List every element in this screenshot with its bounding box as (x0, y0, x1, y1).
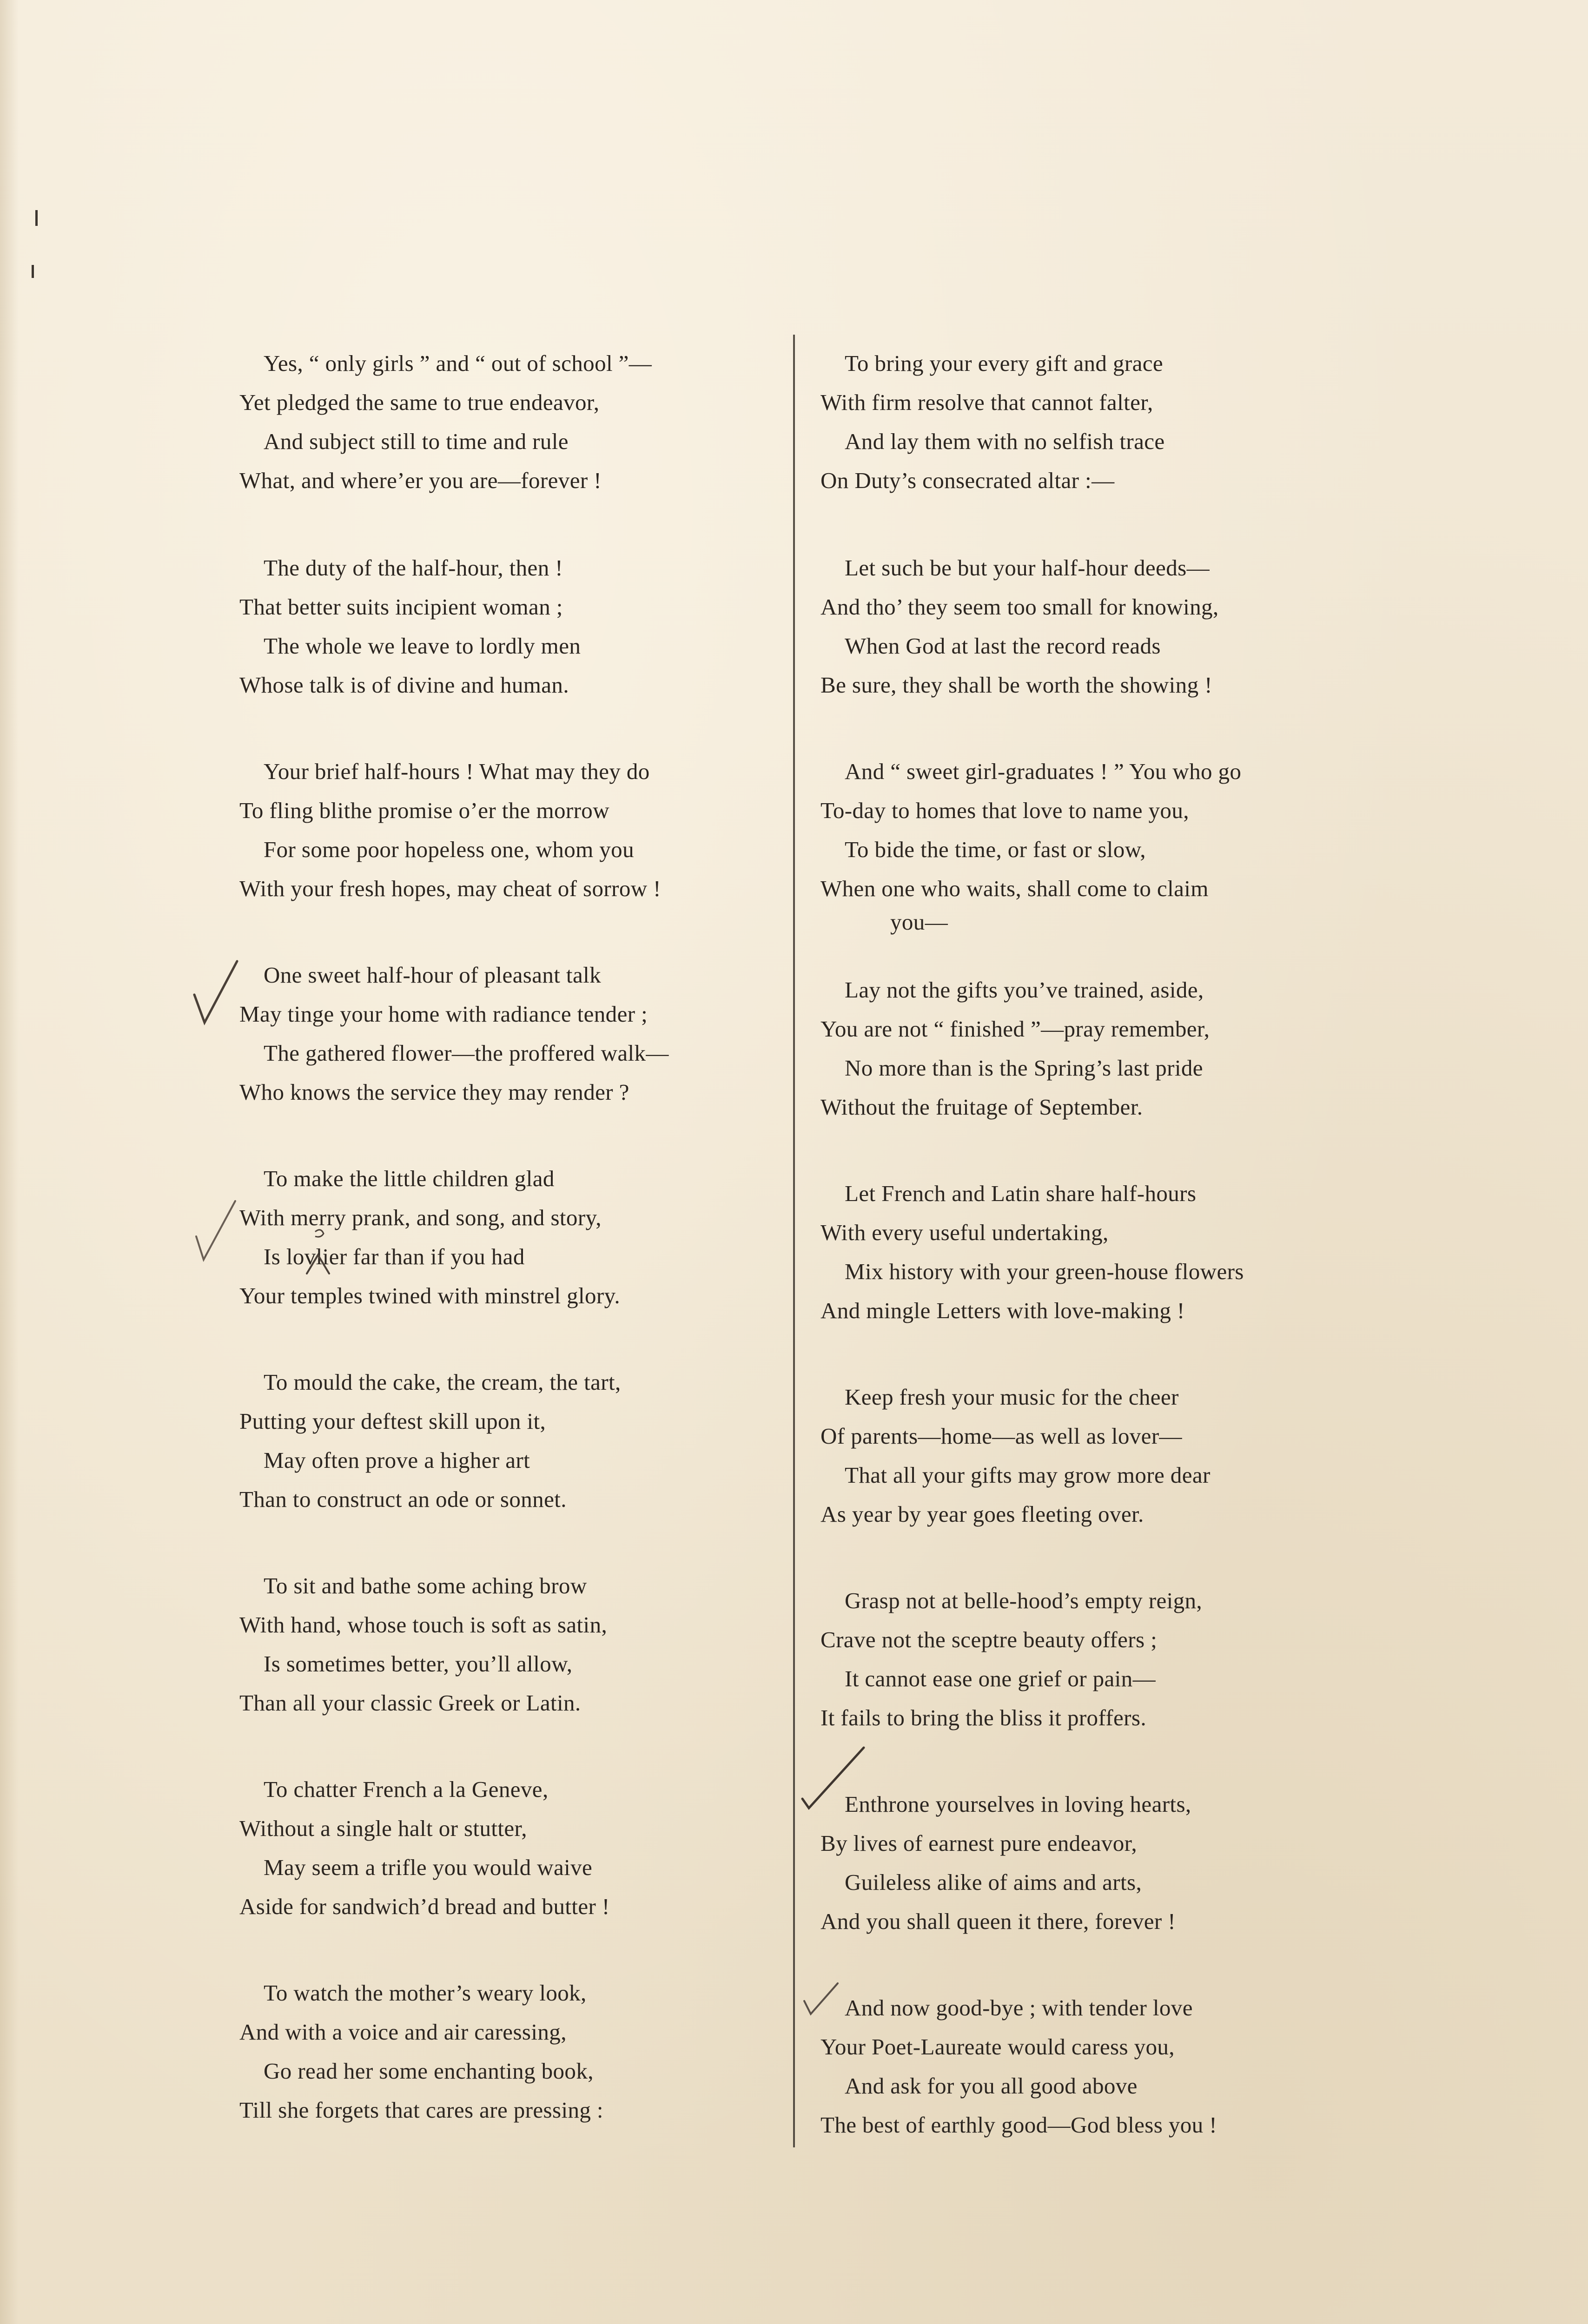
verse-line: Go read her some enchanting book, (264, 2058, 594, 2084)
verse-line: May often prove a higher art (264, 1447, 530, 1473)
verse-line: Your temples twined with minstrel glory. (239, 1283, 621, 1308)
verse-line: That all your gifts may grow more dear (845, 1462, 1211, 1488)
verse-line: With your fresh hopes, may cheat of sorrow ! (239, 876, 661, 901)
verse-line: Of parents—home—as well as lover— (820, 1423, 1182, 1449)
margin-mark (32, 265, 34, 278)
verse-line: To-day to homes that love to name you, (820, 798, 1189, 823)
verse-line: Than all your classic Greek or Latin. (239, 1690, 581, 1716)
stanza (820, 1581, 1378, 1785)
check-mark-icon (801, 1978, 842, 2020)
stanza (239, 548, 797, 752)
verse-line: As year by year goes fleeting over. (820, 1501, 1144, 1527)
check-mark-icon (799, 1743, 868, 1813)
verse-line: Yes, “ only girls ” and “ out of school ”— (264, 350, 652, 376)
verse-line: Crave not the sceptre beauty offers ; (820, 1627, 1158, 1652)
verse-line: And now good-bye ; with tender love (845, 1995, 1193, 2020)
stanza (239, 344, 797, 548)
stanza (820, 344, 1378, 548)
stanza (239, 1363, 797, 1566)
verse-line: Without the fruitage of September. (820, 1094, 1143, 1120)
verse-line: With hand, whose touch is soft as satin, (239, 1612, 608, 1637)
verse-line: The best of earthly good—God bless you ! (820, 2112, 1217, 2138)
verse-line: And you shall queen it there, forever ! (820, 1908, 1176, 1934)
stanza (820, 971, 1378, 1174)
verse-line: It fails to bring the bliss it proffers. (820, 1705, 1146, 1730)
verse-line: With merry prank, and song, and story, (239, 1205, 602, 1230)
verse-line: For some poor hopeless one, whom you (264, 837, 634, 862)
poem-right-column (820, 344, 1378, 2192)
margin-mark (35, 210, 38, 226)
stanza (820, 548, 1378, 752)
verse-line: The whole we leave to lordly men (264, 633, 581, 659)
verse-line: May tinge your home with radiance tender ; (239, 1001, 648, 1027)
verse-line: Let French and Latin share half-hours (845, 1181, 1197, 1206)
verse-line: Who knows the service they may render ? (239, 1079, 629, 1105)
verse-line: The duty of the half-hour, then ! (264, 555, 563, 581)
verse-line: Guileless alike of aims and arts, (845, 1869, 1142, 1895)
verse-line: Enthrone yourselves in loving hearts, (845, 1791, 1191, 1817)
verse-line: Be sure, they shall be worth the showing ! (820, 672, 1212, 698)
stanza (239, 956, 797, 1159)
verse-line: And lay them with no selfish trace (845, 429, 1165, 454)
verse-line: To mould the cake, the cream, the tart, (264, 1369, 621, 1395)
verse-line: And mingle Letters with love-making ! (820, 1298, 1185, 1323)
verse-line: Yet pledged the same to true endeavor, (239, 390, 600, 415)
verse-line: That better suits incipient woman ; (239, 594, 563, 620)
verse-line: Putting your deftest skill upon it, (239, 1408, 546, 1434)
verse-line: May seem a trifle you would waive (264, 1855, 593, 1880)
verse-line: On Duty’s consecrated altar :— (820, 468, 1115, 493)
verse-line: What, and where’er you are—forever ! (239, 468, 602, 493)
verse-line: Is lovlier far than if you had (264, 1244, 525, 1269)
stanza (820, 1988, 1378, 2192)
column-divider (793, 335, 795, 2147)
verse-line: Than to construct an ode or sonnet. (239, 1486, 567, 1512)
stanza (820, 752, 1378, 971)
verse-line: Lay not the gifts you’ve trained, aside, (845, 977, 1204, 1003)
verse-line: To chatter French a la Geneve, (264, 1776, 549, 1802)
verse-line: Keep fresh your music for the cheer (845, 1384, 1179, 1410)
verse-line: Mix history with your green-house flowers (845, 1259, 1244, 1284)
verse-line: you— (890, 909, 948, 935)
verse-line: The gathered flower—the proffered walk— (264, 1040, 669, 1066)
check-mark-icon (191, 1195, 242, 1264)
verse-line: When God at last the record reads (845, 633, 1161, 659)
stanza (820, 1378, 1378, 1581)
verse-line: And tho’ they seem too small for knowing, (820, 594, 1219, 620)
verse-line: And with a voice and air caressing, (239, 2019, 567, 2045)
verse-line: To bring your every gift and grace (845, 350, 1164, 376)
verse-line: No more than is the Spring’s last pride (845, 1055, 1203, 1081)
verse-line: By lives of earnest pure endeavor, (820, 1830, 1138, 1856)
verse-line: Without a single halt or stutter, (239, 1816, 527, 1841)
stanza (239, 752, 797, 956)
stanza (239, 1974, 797, 2177)
stanza (820, 1174, 1378, 1378)
verse-line: One sweet half-hour of pleasant talk (264, 962, 602, 988)
stanza (239, 1566, 797, 1770)
verse-line: When one who waits, shall come to claim (820, 876, 1209, 901)
verse-line: Your Poet-Laureate would caress you, (820, 2034, 1175, 2060)
verse-line: Your brief half-hours ! What may they do (264, 759, 650, 784)
verse-line: And “ sweet girl-graduates ! ” You who go (845, 759, 1242, 784)
verse-line: Whose talk is of divine and human. (239, 672, 569, 698)
verse-line: Is sometimes better, you’ll allow, (264, 1651, 573, 1677)
paper-edge-shadow (0, 0, 19, 2324)
verse-line: To watch the mother’s weary look, (264, 1980, 587, 2006)
verse-line: To fling blithe promise o’er the morrow (239, 798, 609, 823)
verse-line: It cannot ease one grief or pain— (845, 1666, 1156, 1691)
verse-line: To make the little children glad (264, 1166, 555, 1191)
verse-line: Grasp not at belle-hood’s empty reign, (845, 1588, 1203, 1613)
stanza (239, 1770, 797, 1974)
verse-line: And ask for you all good above (845, 2073, 1138, 2099)
verse-line: To bide the time, or fast or slow, (845, 837, 1146, 862)
verse-line: With every useful undertaking, (820, 1220, 1109, 1245)
verse-line: Let such be but your half-hour deeds— (845, 555, 1210, 581)
caret-correction-icon (302, 1227, 335, 1278)
verse-line: To sit and bathe some aching brow (264, 1573, 587, 1598)
check-mark-icon (191, 957, 242, 1027)
verse-line: Till she forgets that cares are pressing : (239, 2097, 603, 2123)
verse-line: And subject still to time and rule (264, 429, 569, 454)
stanza (820, 1785, 1378, 1988)
verse-line: You are not “ finished ”—pray remember, (820, 1016, 1210, 1042)
verse-line: With firm resolve that cannot falter, (820, 390, 1153, 415)
verse-line: Aside for sandwich’d bread and butter ! (239, 1894, 610, 1919)
